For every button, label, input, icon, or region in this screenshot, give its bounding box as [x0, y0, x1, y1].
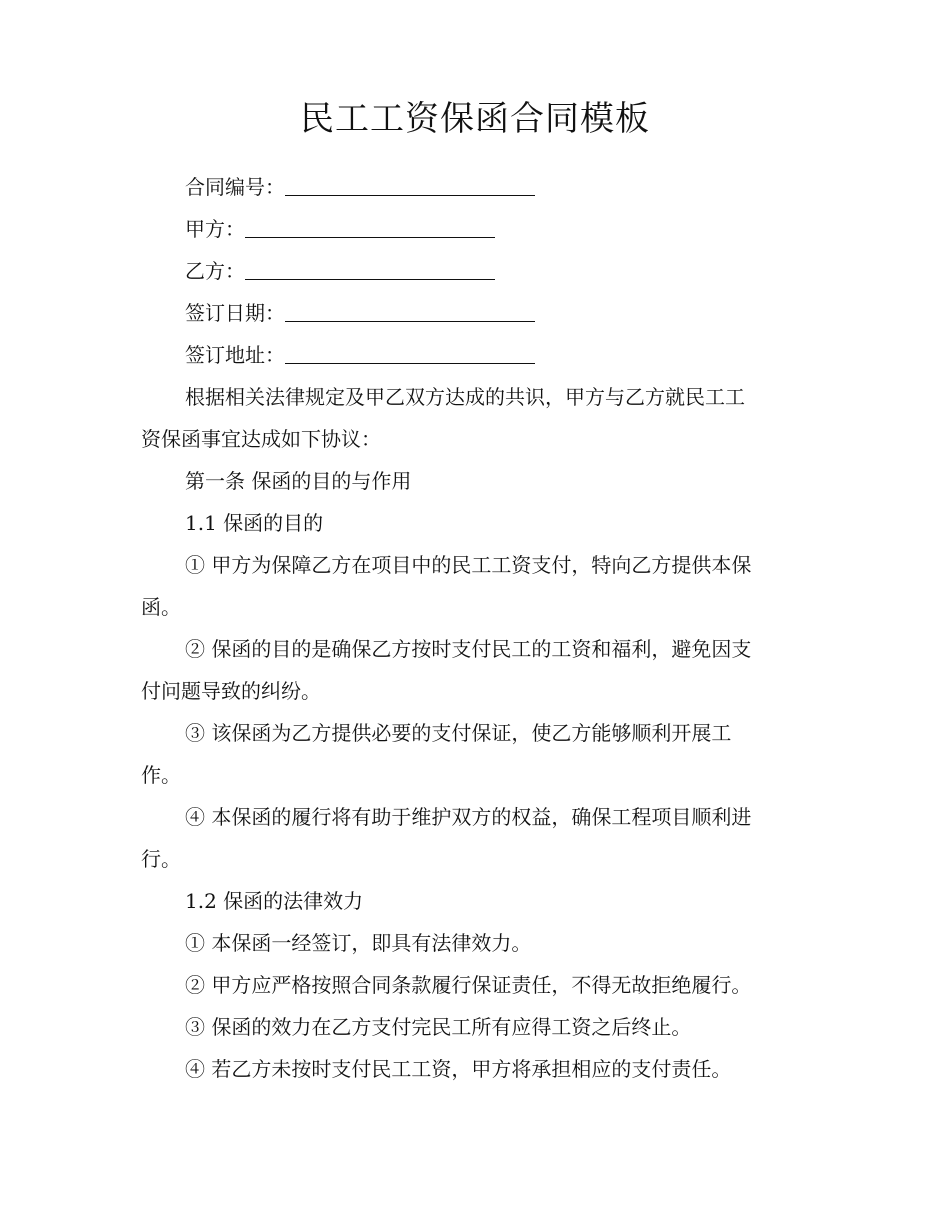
fill-in-blank	[285, 343, 535, 364]
contract-number-field	[141, 166, 811, 208]
list-item-continuation: 付问题导致的纠纷。	[141, 679, 321, 703]
signing-date-field	[141, 292, 811, 334]
list-item-line: ④ 若乙方未按时支付民工工资，甲方将承担相应的支付责任。	[185, 1057, 732, 1081]
list-item-continuation: 行。	[141, 847, 181, 871]
article-heading: 第一条 保函的目的与作用	[185, 469, 412, 493]
list-item-line: ② 甲方应严格按照合同条款履行保证责任，不得无故拒绝履行。	[185, 973, 752, 997]
party-a-field	[141, 208, 811, 250]
field-label: 合同编号：	[185, 175, 285, 199]
document-body	[141, 166, 811, 1090]
list-item-line: ④ 本保函的履行将有助于维护双方的权益，确保工程项目顺利进	[185, 805, 752, 829]
list-item-line: ① 甲方为保障乙方在项目中的民工工资支付，特向乙方提供本保	[185, 553, 752, 577]
signing-address-field	[141, 334, 811, 376]
fill-in-blank	[245, 217, 495, 238]
field-label: 签订地址：	[185, 343, 285, 367]
section-heading: 1.2 保函的法律效力	[185, 889, 364, 913]
field-label: 乙方：	[185, 259, 245, 283]
list-item-line: ③ 该保函为乙方提供必要的支付保证，使乙方能够顺利开展工	[185, 721, 732, 745]
field-label: 签订日期：	[185, 301, 285, 325]
party-b-field	[141, 250, 811, 292]
list-item-line: ① 本保函一经签订，即具有法律效力。	[185, 931, 532, 955]
fill-in-blank	[285, 175, 535, 196]
list-item-line: ③ 保函的效力在乙方支付完民工所有应得工资之后终止。	[185, 1015, 692, 1039]
document-title: 民工工资保函合同模板	[300, 99, 650, 139]
field-label: 甲方：	[185, 217, 245, 241]
list-item-line: ② 保函的目的是确保乙方按时支付民工的工资和福利，避免因支	[185, 637, 752, 661]
intro-line-2: 资保函事宜达成如下协议：	[141, 427, 381, 451]
intro-line-1: 根据相关法律规定及甲乙双方达成的共识，甲方与乙方就民工工	[185, 385, 745, 409]
list-item-continuation: 作。	[141, 763, 181, 787]
section-heading: 1.1 保函的目的	[185, 511, 324, 535]
list-item-continuation: 函。	[141, 595, 181, 619]
fill-in-blank	[245, 259, 495, 280]
fill-in-blank	[285, 301, 535, 322]
